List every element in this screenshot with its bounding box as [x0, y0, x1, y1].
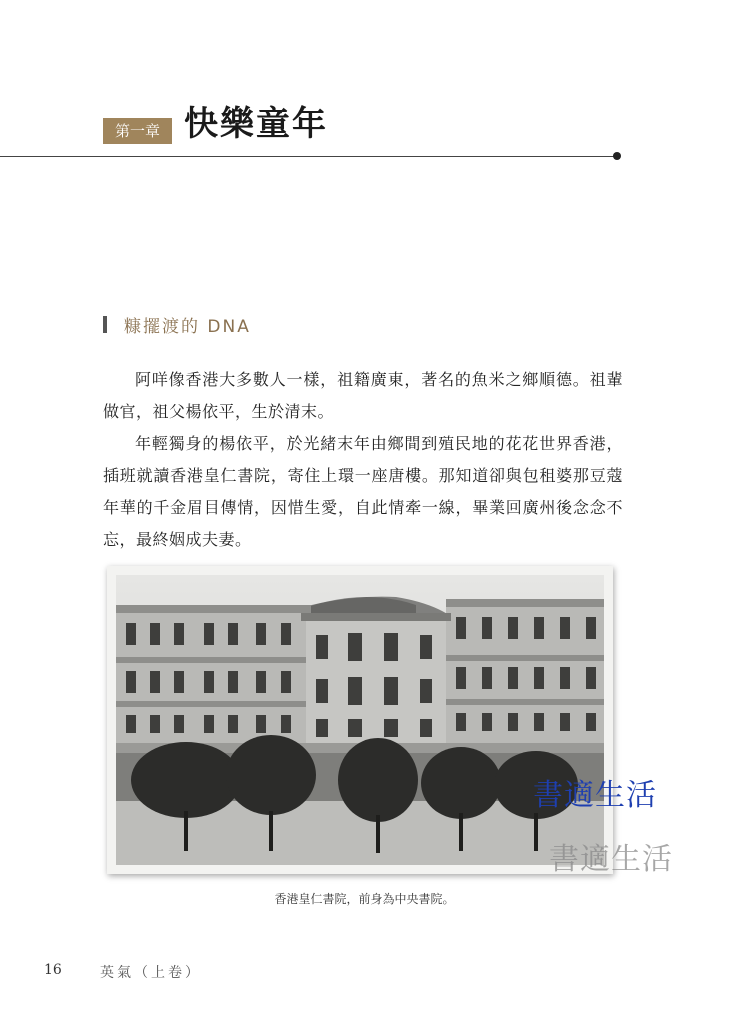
section-heading: 糠擺渡的 DNA — [124, 317, 251, 337]
body-paragraph-2: 年輕獨身的楊依平，於光緒末年由鄉間到殖民地的花花世界香港，插班就讀香港皇仁書院，寄住上環一座唐樓。那知道卻與包租婆那豆蔻年華的千金眉目傳情，因惜生愛，自此情牽一線，畢業回廣州後念念不忘，最終姻成夫妻。 — [103, 434, 623, 549]
divider-dot — [613, 152, 621, 160]
section-marker — [103, 316, 107, 333]
title-divider — [0, 156, 616, 157]
page-number: 16 — [44, 962, 62, 978]
chapter-title: 快樂童年 — [184, 104, 328, 144]
school-photo-image — [116, 575, 604, 865]
watermark-text: 書適生活 — [533, 778, 657, 813]
running-footer-title: 英氣（上卷） — [100, 965, 202, 981]
body-paragraph-1: 阿咩像香港大多數人一樣，祖籍廣東，著名的魚米之鄉順德。祖輩做官，祖父楊依平，生於清末。 — [103, 370, 623, 421]
chapter-label: 第一章 — [103, 118, 172, 144]
photo-caption: 香港皇仁書院，前身為中央書院。 — [274, 892, 455, 906]
watermark-text-faded: 書適生活 — [549, 842, 673, 877]
school-photo — [107, 566, 613, 874]
